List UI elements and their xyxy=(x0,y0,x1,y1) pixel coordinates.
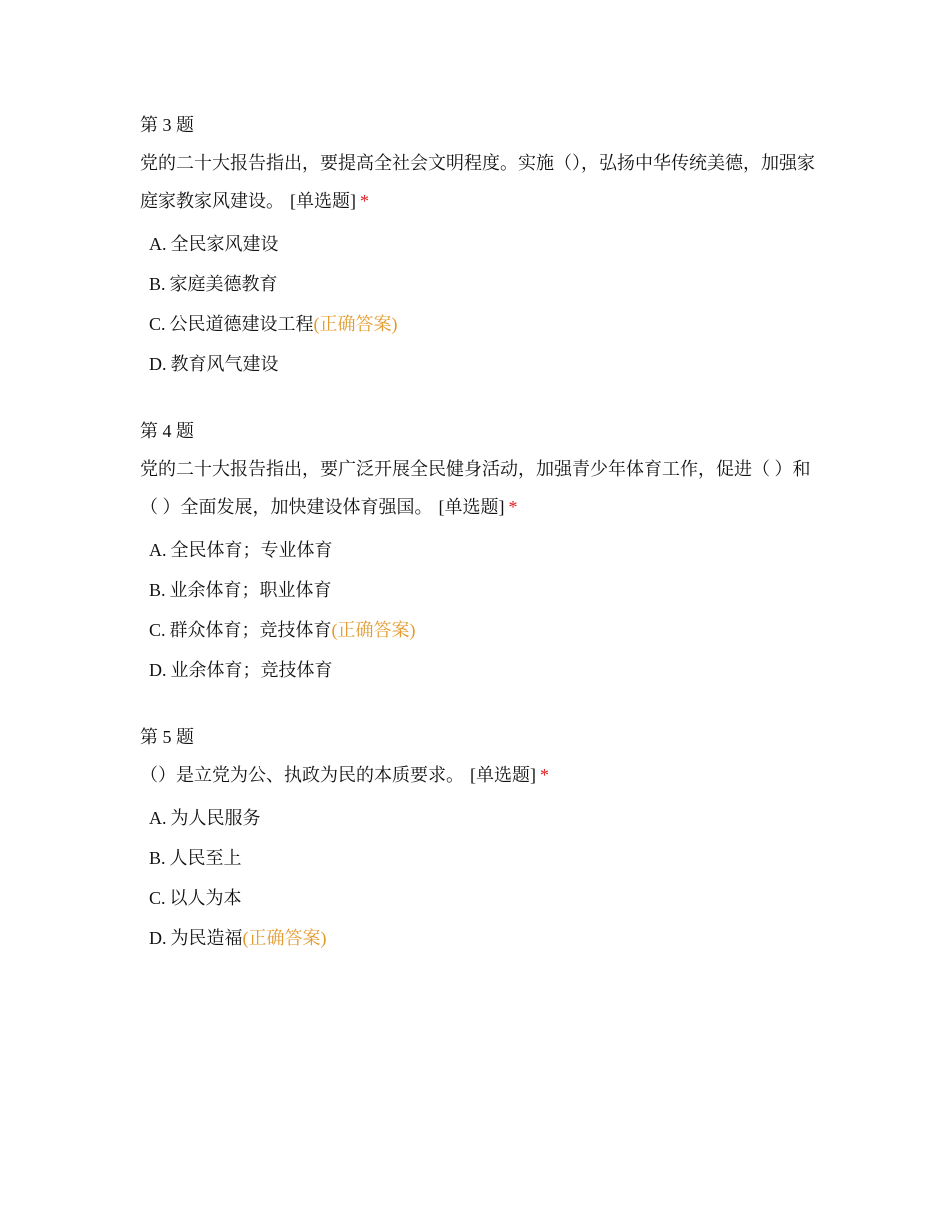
option-text: 教育风气建设 xyxy=(170,354,279,374)
question-block xyxy=(140,112,820,384)
option-letter: C. xyxy=(149,888,166,908)
question-text xyxy=(140,756,820,794)
question-list xyxy=(140,112,820,992)
question-text xyxy=(140,450,820,526)
correct-answer-marker: (正确答案) xyxy=(313,314,398,334)
option-list xyxy=(149,224,820,384)
option-a xyxy=(149,798,820,838)
option-b xyxy=(149,264,820,304)
option-c xyxy=(149,878,820,918)
option-a xyxy=(149,224,820,264)
question-number: 第 5 题 xyxy=(140,727,194,747)
question-type-label: [单选题] xyxy=(290,191,356,211)
option-text: 业余体育；职业体育 xyxy=(169,580,332,600)
option-text: 为民造福 xyxy=(170,928,243,948)
option-text: 以人为本 xyxy=(169,888,242,908)
option-b xyxy=(149,570,820,610)
option-text: 为人民服务 xyxy=(170,808,261,828)
option-letter: C. xyxy=(149,620,166,640)
option-list xyxy=(149,530,820,690)
option-text: 公民道德建设工程 xyxy=(169,314,314,334)
required-asterisk: * xyxy=(540,765,549,785)
question-stem: 党的二十大报告指出，要广泛开展全民健身活动，加强青少年体育工作，促进（ ）和（ ）全面发展，加快建设体育强国。 xyxy=(140,459,811,517)
option-letter: A. xyxy=(149,808,167,828)
option-letter: D. xyxy=(149,354,167,374)
question-number: 第 3 题 xyxy=(140,115,194,135)
option-letter: D. xyxy=(149,660,167,680)
option-text: 家庭美德教育 xyxy=(169,274,278,294)
question-block xyxy=(140,724,820,958)
option-b xyxy=(149,838,820,878)
option-c xyxy=(149,610,820,650)
option-letter: A. xyxy=(149,234,167,254)
option-letter: A. xyxy=(149,540,167,560)
option-d xyxy=(149,918,820,958)
question-number: 第 4 题 xyxy=(140,421,194,441)
option-c xyxy=(149,304,820,344)
option-letter: D. xyxy=(149,928,167,948)
option-letter: B. xyxy=(149,848,166,868)
option-text: 群众体育；竞技体育 xyxy=(169,620,332,640)
option-list xyxy=(149,798,820,958)
required-asterisk: * xyxy=(360,191,369,211)
question-stem: （）是立党为公、执政为民的本质要求。 xyxy=(140,765,464,785)
option-text: 全民体育；专业体育 xyxy=(170,540,333,560)
question-type-label: [单选题] xyxy=(438,497,505,517)
required-asterisk: * xyxy=(508,497,518,517)
option-letter: B. xyxy=(149,580,166,600)
option-text: 全民家风建设 xyxy=(170,234,279,254)
option-letter: C. xyxy=(149,314,166,334)
option-text: 业余体育；竞技体育 xyxy=(170,660,333,680)
correct-answer-marker: (正确答案) xyxy=(242,928,327,948)
option-letter: B. xyxy=(149,274,166,294)
question-text xyxy=(140,144,820,220)
option-d xyxy=(149,344,820,384)
question-type-label: [单选题] xyxy=(470,765,536,785)
option-d xyxy=(149,650,820,690)
option-text: 人民至上 xyxy=(169,848,242,868)
question-block xyxy=(140,418,820,690)
question-stem: 党的二十大报告指出，要提高全社会文明程度。实施（），弘扬中华传统美德，加强家庭家教家风建设。 xyxy=(140,153,815,211)
option-a xyxy=(149,530,820,570)
correct-answer-marker: (正确答案) xyxy=(331,620,416,640)
